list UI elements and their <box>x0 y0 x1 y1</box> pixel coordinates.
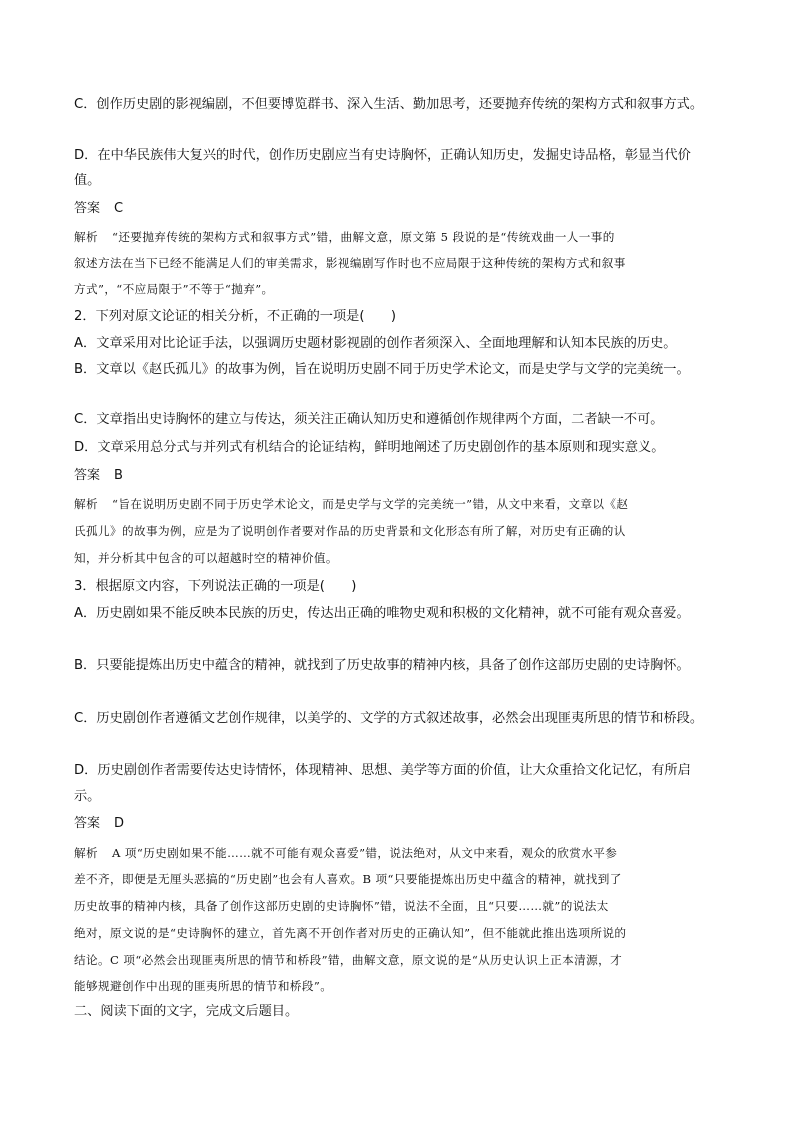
q3-explanation-line1: 解析 A 项“历史剧如果不能……就不可能有观众喜爱”错，说法绝对，从文中来看，观众的欣赏水平参 <box>74 846 618 860</box>
q3-option-a: A．历史剧如果不能反映本民族的历史，传达出正确的唯物史观和积极的文化精神，就不可能有观众喜爱。 <box>74 606 690 621</box>
q1-option-d-line2: 值。 <box>74 173 101 188</box>
answer-label: 答案 <box>74 201 101 216</box>
q2-option-b: B．文章以《赵氏孤儿》的故事为例，旨在说明历史剧不同于历史学术论文，而是史学与文学的完美统一。 <box>74 362 690 377</box>
q1-explanation-line3: 方式”，“不应局限于”不等于“抛弃”。 <box>74 282 274 296</box>
q2-explanation-line2: 氏孤儿》的故事为例，应是为了说明创作者要对作品的历史背景和文化形态有所了解，对历史有正确的认 <box>74 524 626 538</box>
q3-explanation-line2: 差不齐，即便是无厘头恶搞的“历史剧”也会有人喜欢。B 项“只要能提炼出历史中蕴含的精神，就找到了 <box>74 872 622 886</box>
q2-option-a: A．文章采用对比论证手法，以强调历史题材影视剧的创作者须深入、全面地理解和认知本民族的历史。 <box>74 336 677 351</box>
answer-value: C <box>114 201 124 216</box>
q1-answer <box>74 198 726 220</box>
q2-option-c: C．文章指出史诗胸怀的建立与传达，须关注正确认知历史和遵循创作规律两个方面，二者缺一不可。 <box>74 412 664 427</box>
q1-option-c: C．创作历史剧的影视编剧，不但要博览群书、深入生活、勤加思考，还要抛弃传统的架构方式和叙事方式。 <box>74 97 704 112</box>
q3-answer <box>74 813 726 835</box>
q1-explanation-line2: 叙述方法在当下已经不能满足人们的审美需求，影视编剧写作时也不应局限于这种传统的架构方式和叙事 <box>74 256 626 270</box>
q2-explanation-line1: 解析 “旨在说明历史剧不同于历史学术论文，而是史学与文学的完美统一”错，从文中来看，文章以《赵 <box>74 497 629 511</box>
q3-stem: 3．根据原文内容，下列说法正确的一项是( ) <box>74 579 357 594</box>
answer-label: 答案 <box>74 816 101 831</box>
section-heading: 二、阅读下面的文字，完成文后题目。 <box>74 1004 299 1019</box>
q2-explanation-line3: 知，并分析其中包含的可以超越时空的精神价值。 <box>74 551 338 565</box>
q2-option-d: D．文章采用总分式与并列式有机结合的论证结构，鲜明地阐述了历史剧创作的基本原则和现实意义。 <box>74 440 665 455</box>
q3-explanation-line5: 结论。C 项“必然会出现匪夷所思的情节和桥段”错，曲解文意，原文说的是“从历史认识上正本清源，才 <box>74 953 623 967</box>
explanation-label: 解析 <box>74 846 98 860</box>
answer-value: B <box>114 468 123 483</box>
answer-label: 答案 <box>74 468 101 483</box>
q3-option-d-line2: 示。 <box>74 789 101 804</box>
q3-option-b: B．只要能提炼出历史中蕴含的精神，就找到了历史故事的精神内核，具备了创作这部历史剧的史诗胸怀。 <box>74 658 690 673</box>
answer-value: D <box>114 816 125 831</box>
q3-option-c: C．历史剧创作者遵循文艺创作规律，以美学的、文学的方式叙述故事，必然会出现匪夷所思的情节和桥段。 <box>74 711 704 726</box>
explanation-label: 解析 <box>74 497 98 511</box>
q2-answer <box>74 465 726 487</box>
q1-explanation-line1: 解析 “还要抛弃传统的架构方式和叙事方式”错，曲解文意，原文第 5 段说的是“传统戏曲一人一事的 <box>74 230 615 244</box>
q3-explanation-line3: 历史故事的精神内核，具备了创作这部历史剧的史诗胸怀”错，说法不全面，且“只要……就”的说法太 <box>74 899 609 913</box>
q3-explanation-line4: 绝对，原文说的是“史诗胸怀的建立，首先离不开创作者对历史的正确认知”，但不能就此推出选项所说的 <box>74 926 627 940</box>
q1-option-d-line1: D．在中华民族伟大复兴的时代，创作历史剧应当有史诗胸怀，正确认知历史，发掘史诗品格，彰显当代价 <box>74 148 691 163</box>
explanation-label: 解析 <box>74 230 98 244</box>
q2-stem: 2．下列对原文论证的相关分析，不正确的一项是( ) <box>74 309 396 324</box>
q3-option-d-line1: D．历史剧创作者需要传达史诗情怀，体现精神、思想、美学等方面的价值，让大众重拾文化记忆，有所启 <box>74 763 691 778</box>
q3-explanation-line6: 能够规避创作中出现的匪夷所思的情节和桥段”。 <box>74 979 333 993</box>
